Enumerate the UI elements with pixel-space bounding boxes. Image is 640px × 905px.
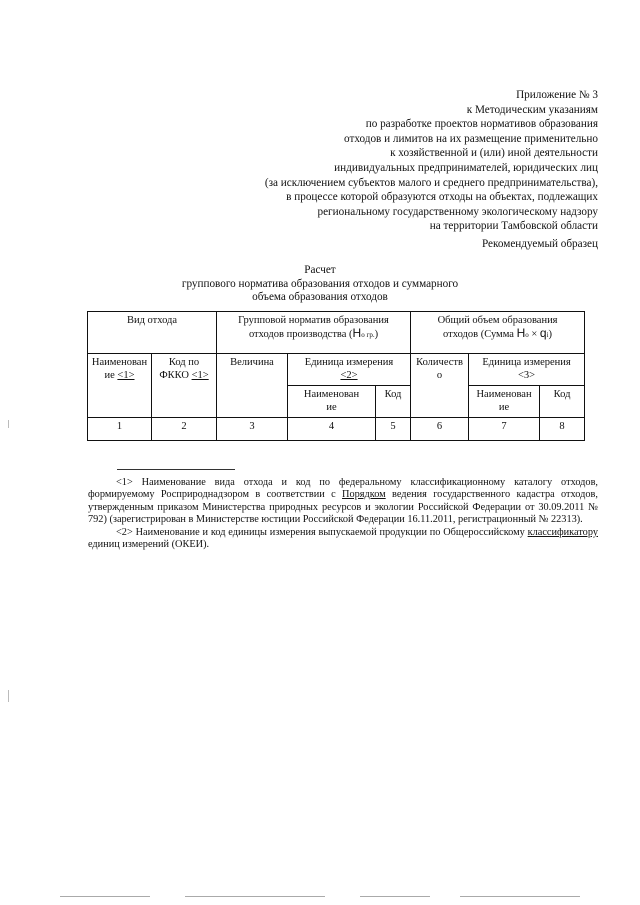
total-symbol-q: q: [539, 326, 547, 340]
footnote-3-ref: <3>: [518, 370, 536, 381]
recommended-sample-label: Рекомендуемый образец: [481, 238, 598, 250]
footnote-separator: [117, 469, 235, 470]
appendix-line: в процессе которой образуются отходы на объектах, подлежащих: [286, 191, 598, 204]
header-code-line2: ФККО: [159, 370, 189, 381]
appendix-line: на территории Тамбовской области: [429, 220, 598, 233]
footnotes: [88, 477, 598, 551]
appendix-line: отходов и лимитов на их размещение применительно: [344, 132, 598, 145]
appendix-line: региональному государственному экологическому надзору: [317, 205, 598, 218]
footnote-1-ref[interactable]: <1>: [117, 370, 135, 381]
title-line: группового норматива образования отходов и суммарного: [181, 277, 459, 290]
appendix-line: к хозяйственной и (или) иной деятельности: [390, 147, 598, 160]
footnote-1-text-a: <1> Наименование вида отхода и код по федеральному классификационному каталогу отходов, формируемому Росприроднадзором в соответствии с: [88, 477, 598, 501]
header-group-norm-line1: Групповой норматив образования: [238, 315, 389, 326]
header-name: [88, 354, 152, 418]
classifier-link[interactable]: классификатору: [527, 526, 598, 538]
scan-bottom-mark: [60, 896, 150, 897]
header-name-line1: Наименован: [91, 357, 148, 368]
total-symbol-h: Н: [516, 326, 526, 340]
title-line: Расчет: [304, 264, 336, 276]
footnote-2: [88, 527, 598, 552]
scan-bottom-mark: [460, 896, 580, 897]
document-title: [0, 264, 640, 305]
header-unit-3: [469, 354, 585, 386]
subheader-code-3: Код: [540, 386, 585, 418]
appendix-line: к Методическим указаниям: [466, 103, 598, 116]
subheader-name-2-line2: ие: [326, 402, 337, 413]
norm-symbol: Н: [352, 326, 362, 340]
footnote-1-text-b: ведения государственного кадастра отходов, утвержденным приказом Министерства природных ресурсов и экологии Российской Федерации от 30.09.2011 № 792) (зарегистрирован в Министерстве юстиции Российской Федерации 16.11.2011, регистрационный № 22313).: [88, 489, 598, 526]
footnote-2-ref[interactable]: <2>: [340, 370, 358, 381]
scan-bottom-mark: [185, 896, 325, 897]
norm-subscript: о гр.: [361, 331, 375, 339]
header-code-line1: Код по: [168, 357, 200, 368]
header-waste-type: Вид отхода: [88, 312, 217, 354]
header-total-volume: [411, 312, 585, 354]
title-line: объема образования отходов: [252, 291, 388, 304]
footnote-2-text-b: единиц измерений (ОКЕИ).: [88, 539, 210, 551]
column-number: 1: [88, 418, 152, 441]
footnote-2-text-a: <2> Наименование и код единицы измерения выпускаемой продукции по Общероссийскому: [116, 526, 528, 538]
multiply-sign: ×: [531, 329, 538, 340]
subheader-name-2: [288, 386, 376, 418]
norm-close-paren: ): [374, 329, 379, 340]
total-subscript-i: i: [546, 331, 549, 339]
appendix-line: индивидуальных предпринимателей, юридических лиц: [334, 161, 598, 174]
calculation-table: [87, 311, 585, 441]
column-number: 5: [376, 418, 411, 441]
header-total-line1: Общий объем образования: [437, 315, 558, 326]
appendix-header: [265, 88, 598, 234]
subheader-code-2: Код: [376, 386, 411, 418]
header-total-line2: отходов (Сумма: [443, 329, 514, 340]
header-quantity: [411, 354, 469, 418]
header-group-norm: [217, 312, 411, 354]
header-unit-3-label: Единица измерения: [482, 357, 571, 368]
scan-bottom-mark: [360, 896, 430, 897]
appendix-line: Приложение № 3: [516, 89, 598, 101]
column-number: 7: [469, 418, 540, 441]
column-number: 8: [540, 418, 585, 441]
header-fkko-code: [152, 354, 217, 418]
subheader-name-3: [469, 386, 540, 418]
header-unit-2: [288, 354, 411, 386]
header-value: Величина: [217, 354, 288, 418]
total-subscript-o: о: [525, 331, 529, 339]
footnote-1: [88, 477, 598, 527]
scan-edge-mark: [8, 420, 9, 428]
column-number: 3: [217, 418, 288, 441]
order-link[interactable]: Порядком: [342, 489, 386, 501]
total-close-paren: ): [548, 329, 553, 340]
header-unit-2-label: Единица измерения: [304, 357, 394, 368]
header-name-line2: ие: [104, 370, 115, 381]
subheader-name-3-line2: ие: [498, 402, 510, 413]
subheader-name-3-line1: Наименован: [476, 389, 532, 400]
footnote-1-ref[interactable]: <1>: [191, 370, 209, 381]
scan-edge-mark: [8, 690, 9, 702]
column-number: 6: [411, 418, 469, 441]
header-group-norm-line2: отходов производства (: [248, 329, 353, 340]
header-quantity-line2: о: [436, 370, 443, 381]
column-number: 4: [288, 418, 376, 441]
subheader-name-2-line1: Наименован: [303, 389, 360, 400]
appendix-line: (за исключением субъектов малого и среднего предпринимательства),: [264, 176, 598, 189]
column-number: 2: [152, 418, 217, 441]
appendix-line: по разработке проектов нормативов образования: [365, 118, 598, 131]
header-quantity-line1: Количеств: [416, 357, 463, 368]
